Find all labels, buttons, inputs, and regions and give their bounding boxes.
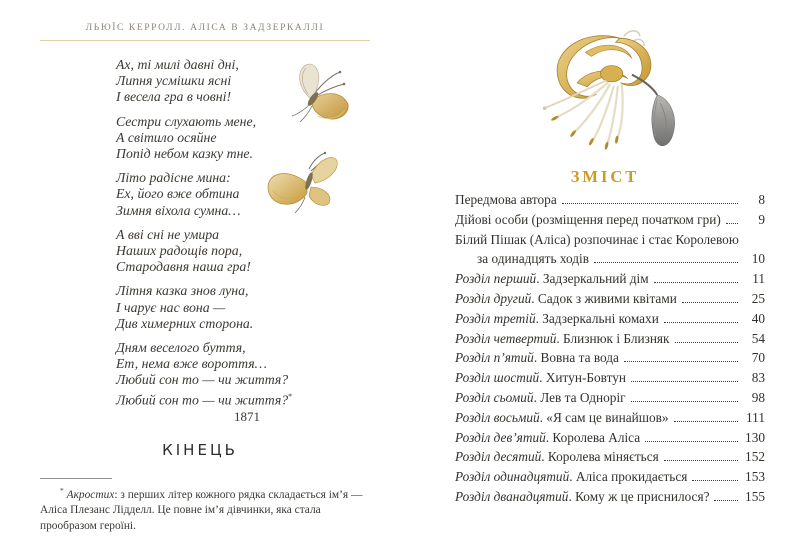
poem-line: Зимня віхола сумна… (116, 202, 241, 218)
toc-entry (455, 370, 765, 390)
toc-page-number: 152 (745, 449, 765, 465)
toc-entry-label: Розділ другий. Садок з живими квітами (455, 290, 677, 306)
poem-line: Стародавня наша гра! (116, 259, 251, 275)
toc-page-number: 153 (745, 469, 765, 485)
poem-line: І весела гра в човні! (116, 89, 232, 105)
poem-line: Ах, ті милі давні дні, (116, 57, 239, 72)
toc-entry-label: за одинадцять ходів (477, 251, 589, 267)
honeysuckle-flower-icon (518, 26, 686, 166)
dot-leader (654, 282, 738, 283)
toc-page-number: 10 (751, 251, 765, 267)
dot-leader (631, 401, 738, 402)
toc-entry-label: Розділ одинадцятий. Аліса прокидається (455, 469, 688, 485)
toc-entry (455, 390, 765, 410)
poem-line: А вві сні не умира (116, 226, 220, 242)
toc-page-number: 9 (758, 211, 765, 227)
toc-title: ЗМІСТ (570, 167, 640, 186)
dot-leader (682, 302, 738, 303)
toc-list (455, 192, 765, 509)
footnote (40, 483, 378, 535)
toc-entry-label: Розділ дванадцятий. Кому ж це приснилося? (455, 488, 710, 504)
toc-entry-label: Розділ восьмий. «Я сам це винайшов» (455, 409, 669, 425)
toc-entry-label: Білий Пішак (Аліса) розпочинає і стає Королевою (455, 231, 739, 247)
toc-entry-label: Дійові особи (розміщення перед початком гри) (455, 211, 721, 227)
footnote-rule (40, 478, 112, 479)
toc-entry (455, 271, 765, 291)
toc-entry-label: Розділ п’ятий. Вовна та вода (455, 350, 619, 366)
dot-leader (624, 361, 738, 362)
poem-line: Ет, нема вже вороття… (116, 356, 267, 372)
poem-stanza (116, 227, 292, 276)
dot-leader (664, 322, 738, 323)
toc-page-number: 98 (751, 389, 765, 405)
poem-line: Любий сон то — чи життя?* (116, 391, 293, 408)
poem-line: Наших радощів пора, (116, 243, 243, 259)
butterfly-icon (282, 60, 352, 128)
poem-line: Дням веселого буття, (116, 340, 246, 356)
dot-leader (692, 480, 738, 481)
toc-page-number: 8 (758, 192, 765, 207)
toc-entry-label: Розділ десятий. Королева міняється (455, 449, 659, 465)
toc-entry-label: Розділ шостий. Хитун-Бовтун (455, 370, 626, 386)
toc-entry (455, 251, 765, 271)
toc-entry (455, 489, 765, 509)
poem-line: Літо радісне мина: (116, 170, 231, 186)
toc-entry (455, 212, 765, 232)
toc-page-number: 40 (751, 310, 765, 326)
toc-entry (455, 430, 765, 450)
toc-page-number: 155 (745, 488, 765, 504)
poem-line: І чарує нас вона — (116, 299, 226, 315)
dot-leader (562, 203, 738, 204)
toc-entry (455, 331, 765, 351)
toc-page-number: 83 (751, 370, 765, 386)
poem-line: Сестри слухають мене, (116, 113, 257, 129)
poem-line: Попід небом казку тне. (116, 146, 253, 162)
toc-entry-label: Розділ перший. Задзеркальний дім (455, 271, 649, 287)
toc-page-number: 25 (751, 290, 765, 306)
dot-leader (664, 460, 738, 461)
dot-leader (726, 223, 738, 224)
footnote-reference: * (288, 391, 293, 401)
toc-entry (455, 192, 765, 212)
poem-line: Любий сон то — чи життя? (116, 372, 289, 388)
toc-entry-label: Розділ третій. Задзеркальні комахи (455, 310, 659, 326)
toc-entry-label: Передмова автора (455, 192, 557, 207)
poem-line: Ех, його вже обтина (116, 186, 240, 202)
dot-leader (674, 421, 738, 422)
footnote-marker: * (60, 486, 64, 495)
toc-entry (455, 311, 765, 331)
toc-entry (455, 232, 765, 252)
toc-entry (455, 291, 765, 311)
dot-leader (714, 500, 738, 501)
toc-entry-label: Розділ четвертий. Близнюк і Близняк (455, 330, 670, 346)
toc-page-number: 54 (751, 330, 765, 346)
dot-leader (675, 342, 738, 343)
poem-stanza (116, 340, 292, 408)
toc-entry (455, 449, 765, 469)
footnote-text: : з перших літер кожного рядка складається ім’я — Аліса Плезанс Лідделл. Це повне ім’я дівчинки, яка стала прообразом героїні. (40, 488, 363, 532)
poem-line: Див химерних сторона. (116, 315, 254, 331)
toc-entry (455, 350, 765, 370)
poem-year: 1871 (234, 409, 260, 424)
poem-stanza (116, 57, 292, 106)
the-end-label: КІНЕЦЬ (162, 441, 238, 459)
poem-line: Літня казка знов луна, (116, 283, 249, 299)
toc-entry (455, 469, 765, 489)
toc-page-number: 130 (745, 429, 765, 445)
toc-entry (455, 410, 765, 430)
toc-entry-label: Розділ сьомий. Лев та Одноріг (455, 389, 626, 405)
toc-page-number: 70 (751, 350, 765, 366)
poem-line: А світило осяйне (116, 129, 217, 145)
butterfly-icon (263, 151, 341, 217)
header-rule (40, 40, 370, 41)
dot-leader (645, 441, 738, 442)
poem-line: Липня усмішки ясні (116, 73, 232, 89)
poem (116, 57, 292, 416)
dot-leader (594, 262, 738, 263)
footnote-lead: Акростих (66, 488, 115, 501)
dot-leader (631, 381, 738, 382)
toc-page-number: 11 (752, 271, 765, 287)
poem-stanza (116, 283, 292, 332)
toc-entry-label: Розділ дев’ятий. Королева Аліса (455, 429, 641, 445)
toc-page-number: 111 (746, 409, 765, 425)
running-header: ЛЬЮЇС КЕРРОЛЛ. АЛІСА В ЗАДЗЕРКАЛЛІ (85, 23, 325, 33)
